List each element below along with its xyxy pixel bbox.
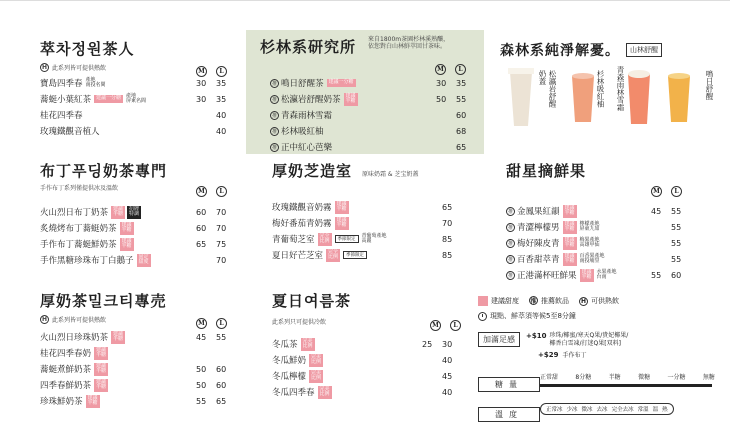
origin-note: 百香果產地 南投埔里: [579, 252, 605, 264]
menu-item: [272, 247, 472, 263]
sugar-label: 糖量: [478, 377, 540, 392]
menu-item: [40, 91, 240, 107]
brand-header: [500, 40, 725, 60]
item-name: 火山烈日布丁奶茶: [40, 208, 109, 218]
price-l: 75: [216, 239, 227, 249]
size-l-icon: L: [671, 186, 682, 197]
price-m: 55: [196, 396, 207, 406]
sweetness-tag: 建議 半糖: [564, 252, 575, 264]
menu-item: [506, 203, 716, 219]
top-rule: [0, 0, 730, 1]
section-subtitle: 來自1800m茶園杉林溪熟釀， 依您對白山林鮮萃回甘茶味。: [368, 36, 450, 50]
item-name: 手作黑糖珍珠布丁白鵝子: [40, 256, 134, 266]
menu-item: [40, 107, 240, 123]
price-l: 55: [216, 332, 227, 342]
price-l: 55: [456, 94, 467, 104]
menu-item: [272, 215, 472, 231]
temp-label: 溫度: [478, 407, 540, 422]
price-l: 65: [216, 396, 227, 406]
legend-note: 現點、鮮萃須等候5至8分鐘: [490, 312, 576, 320]
drink-label: 杉林吸紅柚: [596, 70, 605, 108]
price-m: 50: [436, 94, 447, 104]
price-l: 55: [671, 206, 682, 216]
item-name: 百香甜萃青: [517, 255, 560, 265]
item-name: 冬瓜鮮奶: [272, 356, 307, 366]
sugar-level: 半糖: [608, 374, 621, 381]
size-l-icon: L: [216, 318, 227, 329]
size-header: [196, 318, 227, 329]
item-name: 火山烈日珍珠奶茶: [40, 333, 109, 343]
price-m: 60: [196, 207, 207, 217]
menu-item: [270, 123, 480, 139]
price-m: 25: [422, 339, 433, 349]
size-l-icon: L: [216, 66, 227, 77]
section-subtitle: 此系列只可提供冷飲: [272, 319, 327, 326]
temp-level: 溫: [652, 407, 659, 413]
clock-icon: [478, 312, 487, 321]
origin-note: 產地 屏東名間: [126, 92, 147, 104]
sugar-level: 一分糖: [667, 374, 686, 381]
section-title: 夏日여름茶: [272, 292, 351, 310]
item-name: 冬瓜檸檬: [272, 372, 307, 382]
sweetness-tag: 建議 半糖: [336, 200, 347, 212]
price-l: 65: [442, 202, 453, 212]
addon-price-29: +$29: [538, 350, 559, 359]
section-subtitle: 手作布丁系列僅提供冰及溫飲: [40, 185, 119, 192]
cup-forest-frost: [628, 70, 650, 124]
item-name: 桂花四季春: [40, 111, 83, 121]
menu-item: [270, 107, 480, 123]
sweetness-tag: 建議 半糖: [96, 346, 107, 358]
size-l-icon: L: [216, 186, 227, 197]
legend-recommend: 推薦飲品: [541, 297, 569, 305]
price-l: 35: [216, 94, 227, 104]
sweetness-tag: 建議 半糖: [336, 216, 347, 228]
sweetness-tag: 建議 半糖: [564, 236, 575, 248]
recommend-icon: 推: [507, 272, 513, 279]
hot-icon: H: [41, 315, 48, 323]
sweetness-tag: 建議 半糖: [121, 237, 132, 249]
drink-label: 奶蓋: [538, 70, 547, 85]
temp-level: 完全去冰: [611, 407, 634, 413]
sweetness-tag: 建議 半糖: [564, 204, 575, 216]
size-m-icon: M: [435, 64, 446, 75]
price-m: 45: [196, 332, 207, 342]
item-name: 青森雨林雪霜: [281, 111, 333, 121]
price-l: 70: [216, 207, 227, 217]
drink-label: 青森雨林雪霜: [616, 66, 625, 111]
item-name: 玫瑰鐵觀音植人: [40, 127, 100, 137]
price-l: 70: [216, 223, 227, 233]
price-m: 50: [196, 380, 207, 390]
temp-level: 少冰: [566, 407, 578, 413]
menu-item: [272, 231, 472, 247]
price-m: 55: [651, 270, 662, 280]
hot-note: H 此系列皆可提供熱飲: [41, 63, 107, 72]
menu-item: [40, 329, 240, 345]
item-name: 杉林吸紅柚: [281, 127, 324, 137]
price-l: 70: [442, 218, 453, 228]
item-name: 青葡萄芝室: [272, 235, 315, 245]
addon-items-29: 手作布丁: [562, 352, 587, 359]
item-name: 梅好陳皮青: [517, 239, 560, 249]
item-name: 炙燒烤布丁蕎蜓奶茶: [40, 224, 117, 234]
sweetness-tag: 建議 半糖: [345, 92, 356, 104]
price-l: 60: [671, 270, 682, 280]
drink-cups: [500, 62, 725, 142]
price-l: 30: [442, 339, 453, 349]
item-name: 金鳳果紅韻: [517, 207, 560, 217]
brand-title: 森林系純淨解憂。: [500, 43, 620, 59]
size-m-icon: M: [196, 186, 207, 197]
drink-label: 松瀛岩舒醒: [548, 70, 557, 108]
menu-item: [40, 252, 240, 268]
menu-item: [40, 220, 240, 236]
sweetness-tag: 建議 半糖: [564, 220, 575, 232]
item-name: 冬瓜茶: [272, 340, 298, 350]
sweetness-tag: 建議一分糖: [328, 79, 354, 86]
section-tea-garden: [40, 38, 240, 139]
price-l: 68: [456, 126, 467, 136]
recommend-icon: 推: [271, 112, 277, 119]
temp-level: 微冰: [581, 407, 593, 413]
size-header: [196, 186, 227, 197]
sweetness-tag: 完美 比例: [302, 337, 313, 349]
drink-label: 鳴日舒醒: [705, 70, 714, 100]
cup-milk-cream: [508, 68, 534, 126]
cup-sunrise: [668, 73, 690, 122]
price-l: 70: [216, 255, 227, 265]
item-name: 鳴日舒醒茶: [281, 79, 324, 89]
recommend-icon: 推: [271, 80, 277, 87]
hot-icon: H: [580, 298, 587, 305]
sweetness-tag: 建議一分糖: [96, 95, 122, 102]
sweetness-tag: 完美 比例: [311, 353, 322, 365]
section-cream: [272, 160, 472, 263]
size-m-icon: M: [196, 66, 207, 77]
price-m: 50: [196, 364, 207, 374]
item-name: 桂花四季春奶: [40, 349, 92, 359]
sweetness-tag: 固定 甜度: [138, 253, 149, 265]
hot-note: H 此系列皆可提供熱飲: [41, 315, 107, 324]
legend-hot: 可供熱飲: [591, 297, 619, 305]
sugar-scale: [478, 372, 718, 392]
recommend-icon: 推: [507, 224, 513, 231]
sweetness-tag: 完美 比例: [311, 369, 322, 381]
temp-level: 正常冰: [546, 407, 563, 413]
menu-item: [506, 235, 716, 251]
item-name: 正港滿杯旺鮮果: [517, 271, 577, 281]
item-name: 手作布丁蕎蜓鮮奶茶: [40, 240, 117, 250]
price-m: 45: [651, 206, 662, 216]
menu-item: [40, 361, 240, 377]
sweetness-tag: 完全 比例: [319, 232, 330, 244]
section-title: 甜星摘鮮果: [506, 162, 587, 180]
sweetness-tag: 建議 半糖: [581, 268, 592, 280]
sweetness-tag: 建議 半糖: [113, 330, 124, 342]
item-name: 青澀檸檬男: [517, 223, 560, 233]
temperature-scale: [478, 402, 728, 422]
menu-item: [272, 368, 472, 384]
price-l: 60: [216, 364, 227, 374]
sugar-level: 正常甜: [540, 374, 559, 381]
size-l-icon: L: [450, 320, 461, 331]
price-l: 35: [456, 78, 467, 88]
size-m-icon: M: [651, 186, 662, 197]
price-l: 45: [442, 371, 453, 381]
addon-price-10: +$10: [526, 332, 547, 340]
cup-grapefruit: [572, 73, 594, 122]
item-name: 夏日好芒芝室: [272, 251, 324, 261]
suggest-swatch: [478, 296, 488, 306]
sweetness-tag: 完全 比例: [328, 248, 339, 260]
signature-tag: 招牌 特調: [129, 205, 140, 217]
recommend-icon: 推: [507, 256, 513, 263]
price-l: 65: [456, 142, 467, 152]
price-m: 60: [196, 223, 207, 233]
item-name: 冬瓜四季春: [272, 388, 315, 398]
sugar-bar: [540, 384, 712, 387]
menu-item: [506, 267, 716, 283]
section-title: 杉林系研究所: [260, 38, 357, 56]
sweetness-tag: 建議 半糖: [121, 221, 132, 233]
legend-suggest: 建議甜度: [491, 297, 519, 305]
menu-item: [272, 336, 472, 352]
item-name: 寶島四季春: [40, 79, 83, 89]
section-pudding: [40, 160, 240, 268]
section-research: [260, 36, 480, 155]
sweetness-tag: 建議 半糖: [96, 378, 107, 390]
size-l-icon: L: [455, 64, 466, 75]
price-l: 40: [442, 387, 453, 397]
temp-level: 常溫: [637, 407, 649, 413]
price-m: 30: [436, 78, 447, 88]
menu-item: [40, 393, 240, 409]
sweetness-tag: 建議 半糖: [113, 205, 124, 217]
seasonal-badge: 季節限定: [335, 235, 359, 243]
brand-logo: 山林舒醒: [626, 43, 662, 57]
menu-item: [40, 75, 240, 91]
item-name: 松瀛岩舒醒奶茶: [281, 95, 341, 105]
section-summer: [272, 290, 472, 400]
size-header: [430, 320, 461, 331]
price-l: 40: [216, 110, 227, 120]
sugar-level: 無糖: [702, 374, 715, 381]
menu-item: [272, 352, 472, 368]
item-name: 蕎蜓小葉紅茶: [40, 95, 92, 105]
menu-item: [40, 123, 240, 139]
menu-item: [40, 377, 240, 393]
menu-item: [272, 384, 472, 400]
section-title: 萃차정원茶人: [40, 40, 135, 58]
price-m: 30: [196, 94, 207, 104]
price-l: 55: [671, 238, 682, 248]
recommend-icon: 推: [271, 96, 277, 103]
size-header: [435, 64, 466, 75]
sweetness-tag: 完美 比例: [319, 385, 330, 397]
price-m: 30: [196, 78, 207, 88]
temp-level: 去冰: [596, 407, 608, 413]
recommend-icon: 推: [271, 144, 277, 151]
origin-note: 水果產地 台南: [596, 268, 617, 280]
item-name: 梅好番茄青奶霧: [272, 219, 332, 229]
menu-item: [506, 251, 716, 267]
menu-item: [270, 75, 480, 91]
price-l: 35: [216, 78, 227, 88]
size-header: [651, 186, 682, 197]
price-l: 60: [456, 110, 467, 120]
hot-icon: H: [41, 63, 48, 71]
section-subtitle: 原味奶霜 & 芝宝奶蓋: [362, 171, 419, 178]
sugar-level: 微糖: [638, 374, 651, 381]
menu-item: [40, 345, 240, 361]
price-l: 60: [216, 380, 227, 390]
section-title: 厚奶芝造室: [272, 162, 353, 180]
recommend-icon: 推: [507, 208, 513, 215]
menu-item: [270, 139, 480, 155]
price-l: 85: [442, 234, 453, 244]
legend: [478, 296, 619, 321]
sweetness-tag: 建議 半糖: [96, 362, 107, 374]
recommend-icon: 推: [507, 240, 513, 247]
addons: [478, 332, 718, 359]
item-name: 蕎蜓煮鮮奶茶: [40, 365, 92, 375]
origin-note: 梅果產地 高雄甲仙: [579, 236, 600, 248]
price-l: 55: [671, 254, 682, 264]
price-l: 40: [216, 126, 227, 136]
section-title: 布丁푸딩奶茶專門: [40, 162, 167, 180]
sweetness-tag: 建議 半糖: [87, 394, 98, 406]
menu-item: [40, 204, 240, 220]
menu-item: [506, 219, 716, 235]
addons-label: 加滿足感: [478, 332, 520, 347]
price-m: 65: [196, 239, 207, 249]
section-milk-tea: [40, 290, 240, 409]
recommend-icon: 推: [530, 298, 537, 305]
recommend-icon: 推: [271, 128, 277, 135]
menu-item: [272, 199, 472, 215]
seasonal-badge: 季節限定: [343, 251, 367, 259]
item-name: 四季春鮮奶茶: [40, 381, 92, 391]
menu-item: [270, 91, 480, 107]
price-l: 55: [671, 222, 682, 232]
sugar-level: 8分糖: [575, 374, 592, 381]
price-l: 40: [442, 355, 453, 365]
section-title: 厚奶茶밀크티專売: [40, 292, 167, 310]
item-name: 玫瑰鐵觀音奶霧: [272, 203, 332, 213]
origin-note: 產地 南投名間: [85, 76, 106, 88]
temp-level: 熱: [662, 407, 668, 413]
origin-note: 青葡萄產地 高麗: [361, 232, 387, 244]
item-name: 正中紅心芭樂: [281, 143, 333, 153]
origin-note: 檸檬產地 屏東九如: [579, 220, 600, 232]
size-m-icon: M: [196, 318, 207, 329]
price-l: 85: [442, 250, 453, 260]
section-fresh-fruit: [506, 160, 716, 283]
size-m-icon: M: [430, 320, 441, 331]
drink-photos: [500, 62, 725, 142]
menu-item: [40, 236, 240, 252]
addon-items-10: 珍珠/椰蜜/寒天Q果/貴妃椰果/ 椰香白雪凍/打迷Q果[双料]: [549, 332, 629, 347]
item-name: 珍珠鮮奶茶: [40, 397, 83, 407]
